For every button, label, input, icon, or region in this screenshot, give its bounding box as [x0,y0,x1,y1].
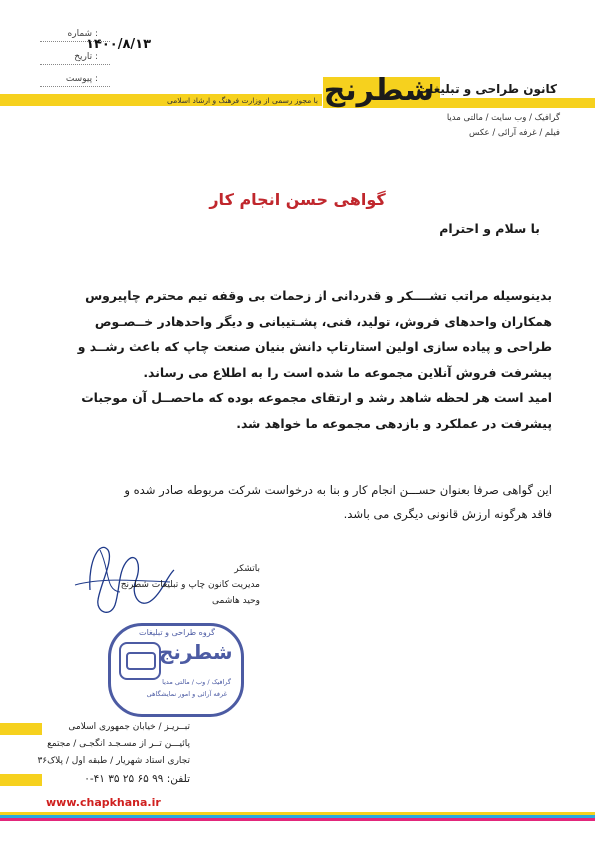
date-line [40,64,110,65]
stamp-mark-icon [119,642,161,680]
paragraph-1-line: پیشرفت فروش آنلاین مجموعه ما شده است را به اطلاع می رساند. [143,364,552,380]
stamp-services-2: غرفه آرائی و امور نمایشگاهی [146,690,227,698]
paragraph-2 [60,478,552,526]
attachment-label: : پیوست [65,74,98,84]
paragraph-1-line: طراحی و پیاده سازی اولین استارتاپ دانش بنیان صنعت چاپ که باعث رشــد و [77,339,552,354]
header-yellow-bar-right [440,98,595,108]
document-title: گواهی حسن انجام کار [209,190,386,209]
footer-yellow-bar [0,723,42,735]
paragraph-1-line: پیشرفت در عملکرد و بازدهی مجموعه ما خواهد شد. [236,415,552,431]
address-line-3: تجاری استاد شهریار / طبقه اول / پلاک۳۶ [37,756,190,766]
address-line-2: پائیـــن تــر از مسـجـد انگجـی / مجتمع [47,739,190,749]
attachment-line [40,86,110,87]
address-line-1: تبــریـز / خیابان جمهوری اسلامی [68,722,190,732]
signature-line-3: وحید هاشمی [212,596,260,606]
signature-line-2: مدیریت کانون چاپ و تبلیغات شطرنج [120,580,260,590]
stamp-arc-text: گروه طراحی و تبلیغات [139,628,215,637]
signature-line-1: باتشکر [234,564,260,574]
paragraph-1 [60,283,552,436]
paragraph-1-line: امید است هر لحظه شاهد رشد و ارتقای مجموعه بوده که ماحصــل آن موجبات [81,390,552,405]
logo-text: شطرنج [323,73,434,108]
services-line-1: گرافیک / وب سایت / مالتی مدیا [446,113,560,123]
paragraph-1-line: بدینوسیله مراتب تشــــکر و قدردانی از زحمات بی وقفه تیم محترم چاپیروس [85,288,552,303]
website-link[interactable]: www.chapkhana.ir [46,796,161,809]
stamp-services: گرافیک / وب / مالتی مدیا [162,678,231,686]
paragraph-2-line: این گواهی صرفا بعنوان حســـن انجام کار و بنا به درخواست شرکت مربوطه صادر شده و [124,483,552,497]
paragraph-2-line: فاقد هرگونه ارزش قانونی دیگری می باشد. [343,507,552,521]
services-line-2: فیلم / غرفه آرائی / عکس [469,128,560,138]
footer-stripe-magenta [0,818,595,821]
license-text: با مجوز رسمی از وزارت فرهنگ و ارشاد اسلامی [166,96,318,105]
footer-yellow-bar-2 [0,774,42,786]
paragraph-1-line: همکاران واحدهای فروش، تولید، فنی، پشـتیبانی و دیگر واحدهادر خــصـوص [94,313,552,329]
date-value: ۱۴۰۰/۸/۱۳ [86,37,152,52]
greeting: با سلام و احترام [439,221,540,236]
number-label: : شماره [67,29,98,39]
date-label: : تاریخ [74,52,98,62]
phone-number: تلفن: ۹۹ ۶۵ ۲۵ ۳۵ ۴۱-۰ [84,773,190,785]
stamp-logo-text: شطرنج [159,640,233,664]
org-title: کانون طراحی و تبلیغات [417,82,557,96]
company-stamp [108,623,244,717]
